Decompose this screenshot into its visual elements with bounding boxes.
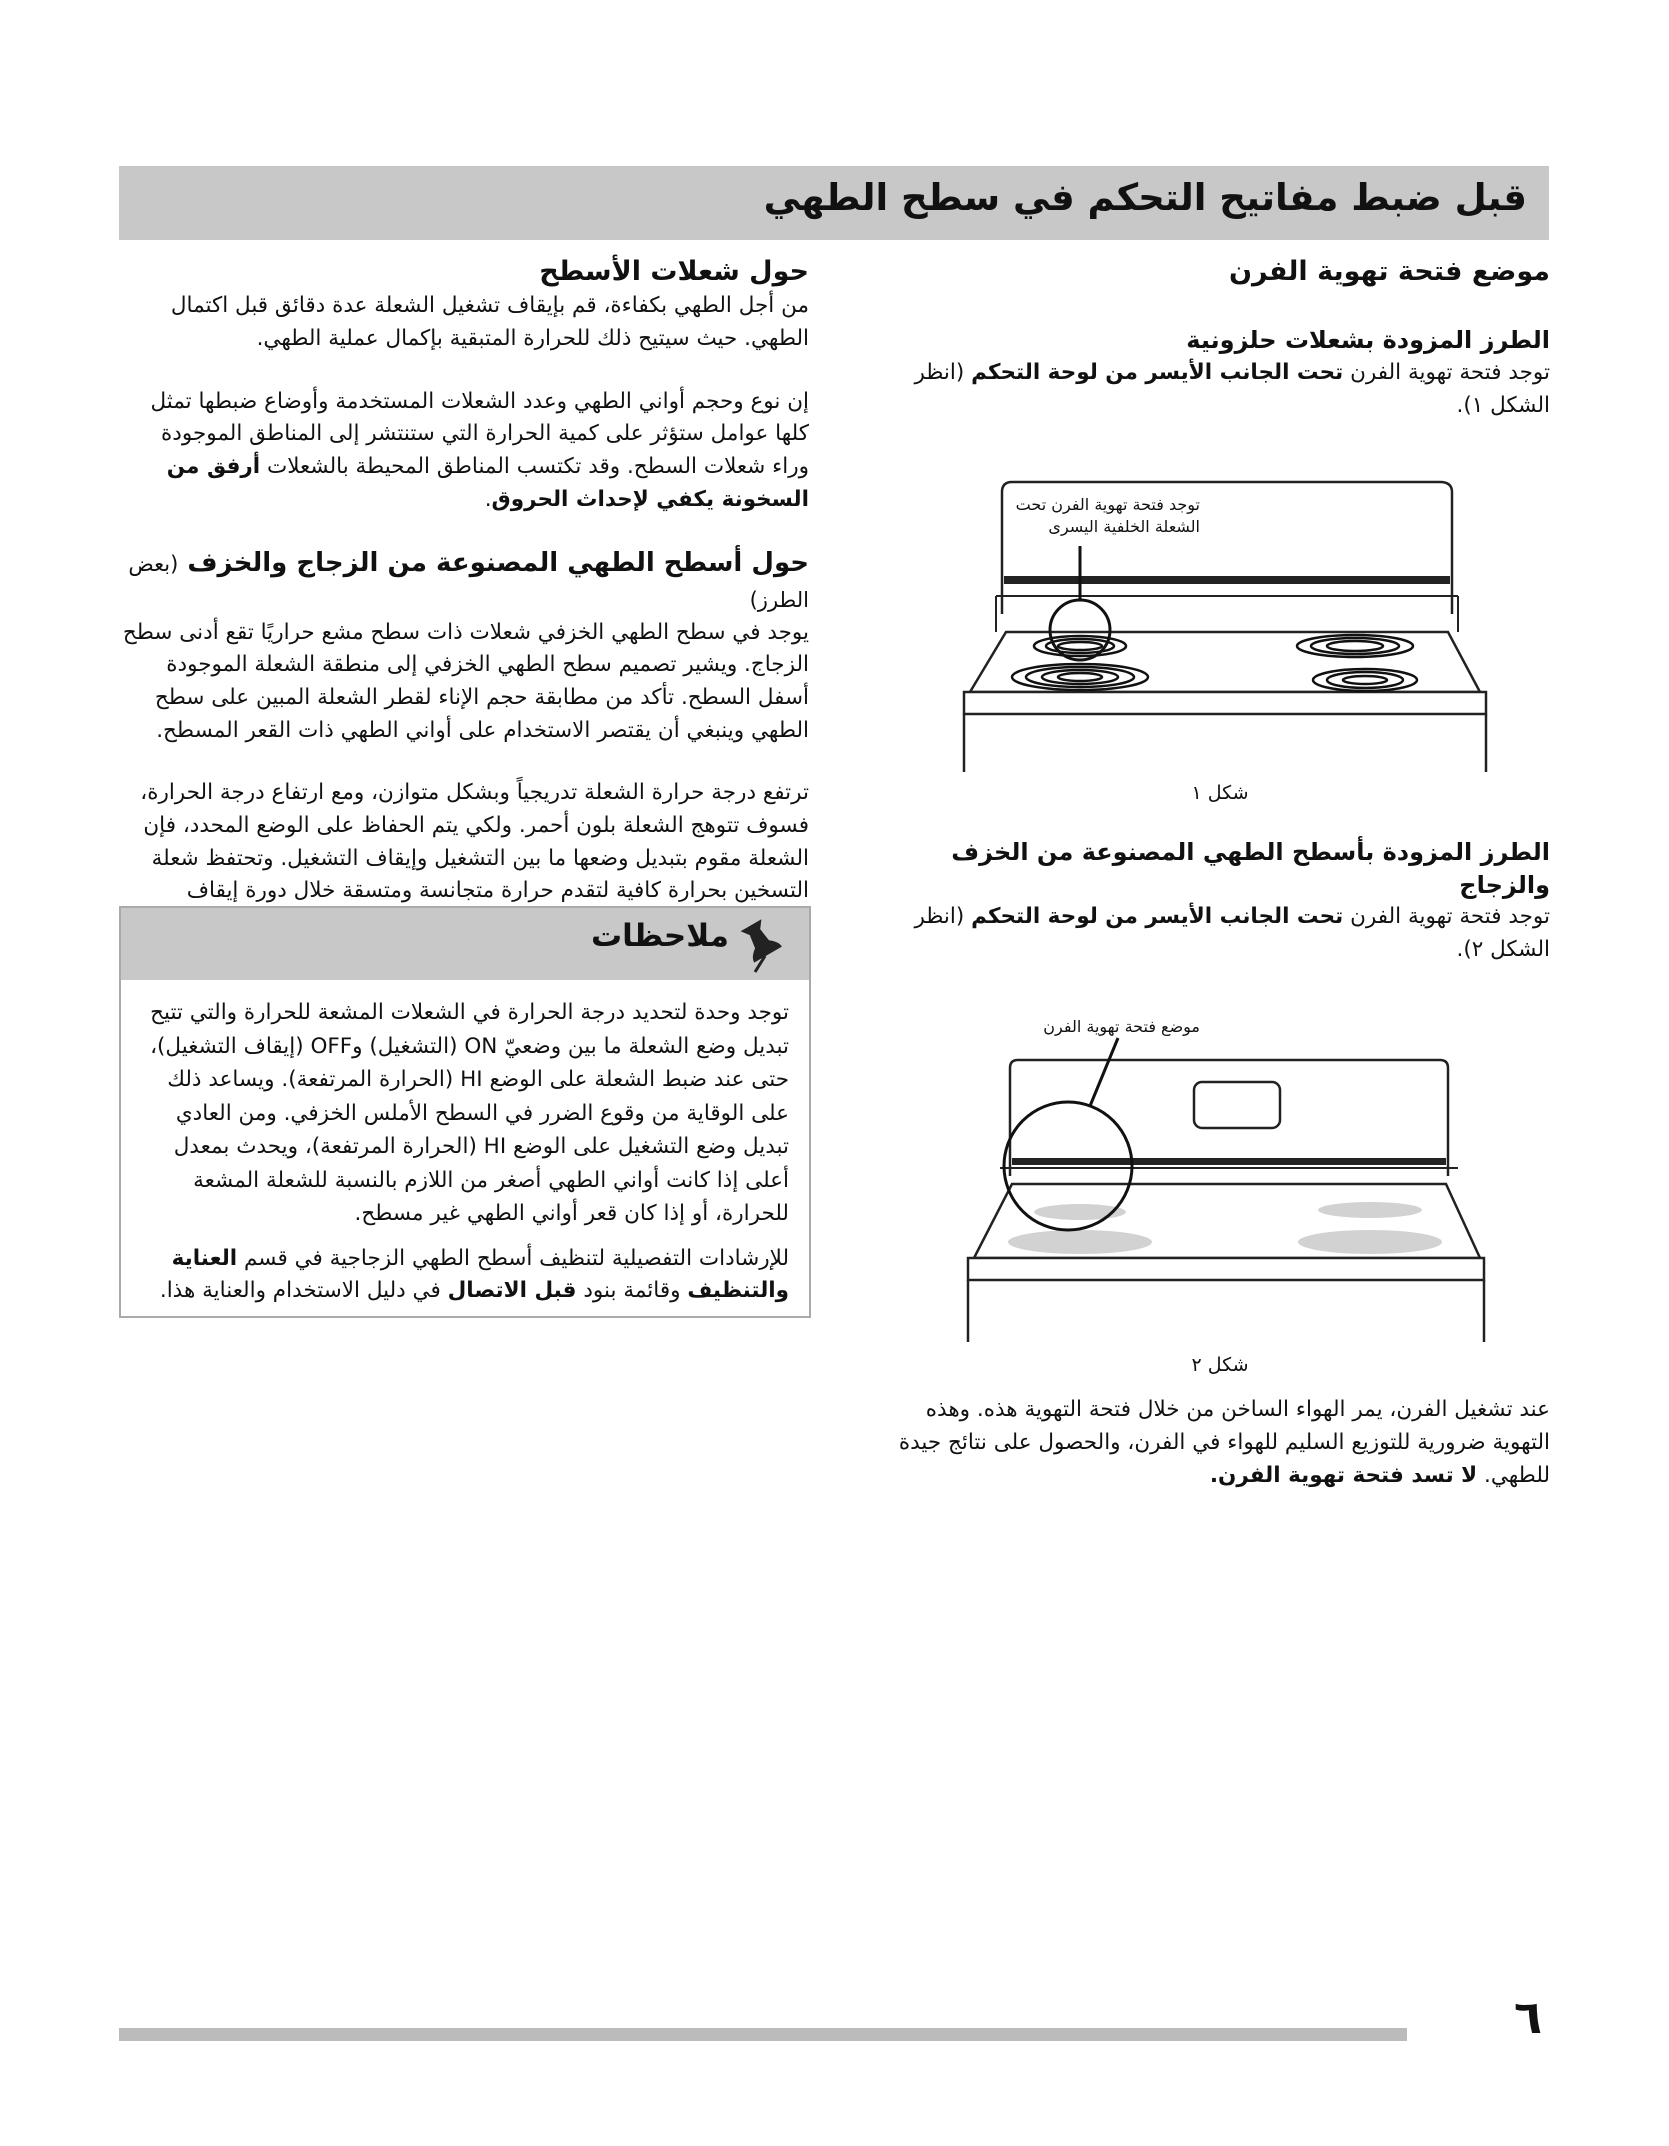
notes-p2-bold1: العناية والتنظيف: [171, 1245, 789, 1304]
figure-1-caption: شكل ١: [1191, 782, 1249, 805]
notes-p1: توجد وحدة لتحديد درجة الحرارة في الشعلات المشعة للحرارة والتي تتيح تبديل وضع الشعلة ما بين وضعيّ ON (التشغيل) وOFF (إيقاف التشغيل)، حتى عند ضبط الشعلة على الوضع HI (الحرارة المرتفعة). ويساعد ذلك على الوقاية من وقوع الضرر في السطح الأملس الخزفي. ومن العادي تبديل وضع التشغيل على الوضع HI (الحرارة المرتفعة)، ويحدث بمعدل أعلى إذا كانت أواني الطهي أصغر من اللازم بالنسبة للشعلة المشعة للحرارة، أو إذا كان قعر أواني الطهي غير مسطح.: [150, 1000, 789, 1227]
oven-vent-heading: موضع فتحة تهوية الفرن: [1229, 256, 1550, 287]
vent-description: [890, 1394, 1550, 1492]
coil-text-post: (انظر الشكل ١).: [914, 359, 1550, 418]
glass-models-text: [890, 901, 1550, 966]
left-column: [119, 250, 809, 941]
glass-cooktop-title: حول أسطح الطهي المصنوعة من الزجاج والخزف: [187, 548, 809, 579]
push-pin-icon: [735, 916, 791, 978]
figure-2: [940, 1016, 1500, 1376]
coil-models-text: [890, 357, 1550, 422]
figure-2-callout: موضع فتحة تهوية الفرن: [1043, 1017, 1200, 1037]
notes-p2-post: في دليل الاستخدام والعناية هذا.: [159, 1278, 448, 1304]
coil-text-pre: توجد فتحة تهوية الفرن: [1343, 359, 1550, 385]
glass-cooktop-heading: [119, 546, 809, 616]
coil-text-bold: تحت الجانب الأيسر من لوحة التحكم: [971, 359, 1344, 385]
notes-box: [119, 906, 811, 1318]
notes-title: ملاحظات: [590, 918, 729, 954]
vent-warning: لا تسد فتحة تهوية الفرن.: [1209, 1462, 1478, 1488]
notes-p2-mid: وقائمة بنود: [576, 1278, 688, 1304]
p2-bold: أرفق من السخونة يكفي لإحداث الحروق: [166, 454, 809, 512]
p2-text-end: .: [484, 486, 492, 512]
figure-2-caption: شكل ٢: [1191, 1354, 1249, 1377]
page-title: قبل ضبط مفاتيح التحكم في سطح الطهي: [763, 176, 1527, 219]
figure-1-callout: توجد فتحة تهوية الفرن تحت الشعلة الخلفية اليسرى: [1015, 495, 1200, 536]
notes-body: [121, 980, 809, 1308]
right-column: [890, 250, 1550, 1492]
footer-bar: [119, 2028, 1407, 2041]
surface-burners-heading: حول شعلات الأسطح: [539, 256, 809, 287]
vent-text: عند تشغيل الفرن، يمر الهواء الساخن من خلال فتحة التهوية هذه. وهذه التهوية ضرورية للتوزيع السليم للهواء في الفرن، والحصول على نتائج جيدة للطهي.: [898, 1397, 1550, 1488]
glass-text-bold: تحت الجانب الأيسر من لوحة التحكم: [971, 903, 1344, 929]
notes-p2: [141, 1243, 789, 1308]
notes-p2-bold2: قبل الاتصال: [447, 1278, 577, 1304]
glass-range-illustration: [940, 1016, 1500, 1346]
header-bar: [119, 166, 1549, 240]
coil-models-subheading: الطرز المزودة بشعلات حلزونية: [1186, 326, 1550, 355]
glass-models-subheading: الطرز المزودة بأسطح الطهي المصنوعة من الخزف والزجاج: [951, 838, 1550, 899]
surface-burners-p2: [119, 386, 809, 517]
glass-cooktop-p3: يوجد في سطح الطهي الخزفي شعلات ذات سطح مشع حراريًا تقع أدنى سطح الزجاج. ويشير تصميم سطح الطهي الخزفي إلى منطقة الشعلة الموجودة أسفل السطح. تأكد من مطابقة حجم الإناء لقطر الشعلة المبين على سطح الطهي وينبغي أن يقتصر الاستخدام على أواني الطهي ذات القعر المسطح.: [122, 619, 809, 743]
glass-cooktop-sub: (بعض الطرز): [128, 552, 809, 612]
glass-text-pre: توجد فتحة تهوية الفرن: [1343, 903, 1550, 929]
notes-header: [121, 908, 809, 980]
glass-cooktop-p4: ترتفع درجة حرارة الشعلة تدريجياً وبشكل متوازن، ومع ارتفاع درجة الحرارة، فسوف تتوهج الشعلة بلون أحمر. ولكي يتم الحفاظ على الوضع المحدد، فإن الشعلة مقوم بتبديل وضعها ما بين التشغيل وإيقاف التشغيل. وتحتفظ شعلة التسخين بحرارة كافية لتقدم حرارة متجانسة ومتسقة خلال دورة إيقاف: [140, 780, 809, 904]
notes-p2-pre: للإرشادات التفصيلية لتنظيف أسطح الطهي الزجاجية في قسم: [237, 1245, 789, 1271]
p2-text: إن نوع وحجم أواني الطهي وعدد الشعلات المستخدمة وأوضاع ضبطها تمثل كلها عوامل ستؤثر على كمية الحرارة التي ستنتشر إلى المناطق الموجودة وراء شعلات السطح. وقد تكتسب المناطق المحيطة بالشعلات: [150, 388, 809, 480]
surface-burners-p1: من أجل الطهي بكفاءة، قم بإيقاف تشغيل الشعلة عدة دقائق قبل اكتمال الطهي. حيث سيتيح ذلك للحرارة المتبقية بإكمال عملية الطهي.: [170, 293, 809, 352]
figure-1: [940, 474, 1500, 804]
page-number: ٦: [1514, 1990, 1543, 2044]
glass-text-post: (انظر الشكل ٢).: [914, 903, 1550, 962]
